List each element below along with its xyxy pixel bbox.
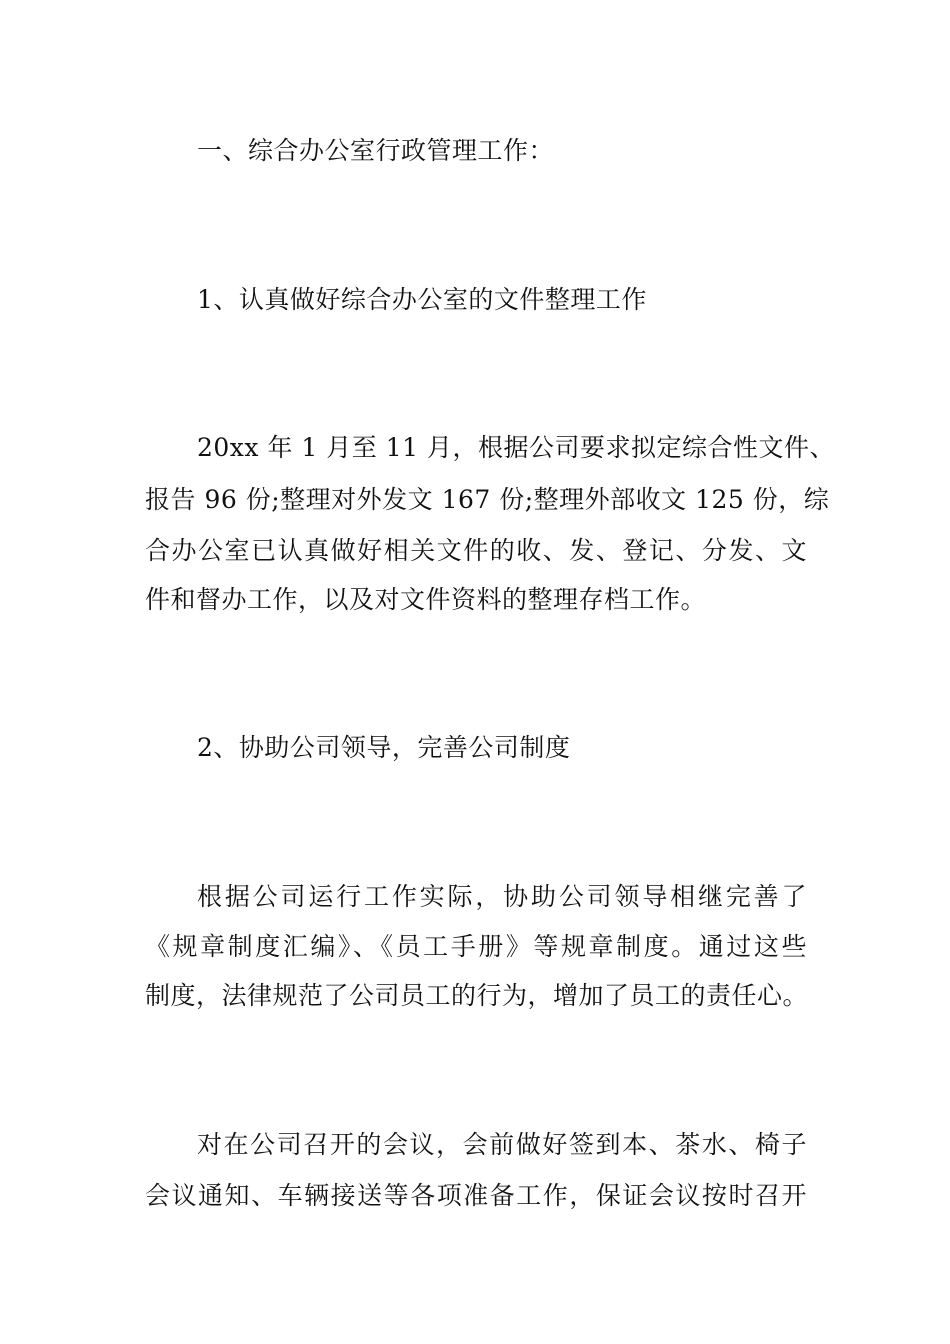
paragraph-line: 报告 96 份;整理对外发文 167 份;整理外部收文 125 份，综 [145,485,830,514]
subsection-heading: 2、协助公司领导，完善公司制度 [197,733,571,762]
paragraph-line: 制度，法律规范了公司员工的行为，增加了员工的责任心。 [145,981,809,1010]
paragraph-line: 20xx 年 1 月至 11 月，根据公司要求拟定综合性文件、 [197,433,835,462]
subsection-heading: 1、认真做好综合办公室的文件整理工作 [197,285,647,314]
paragraph-line: 对在公司召开的会议，会前做好签到本、茶水、椅子 [197,1130,807,1159]
section-heading: 一、综合办公室行政管理工作： [197,136,555,165]
paragraph-line: 会议通知、车辆接送等各项准备工作，保证会议按时召开 [145,1181,807,1210]
paragraph-line: 《规章制度汇编》、《员工手册》等规章制度。通过这些 [145,932,807,961]
paragraph-line: 件和督办工作，以及对文件资料的整理存档工作。 [145,585,707,614]
paragraph-line: 根据公司运行工作实际，协助公司领导相继完善了 [197,882,807,911]
paragraph-line: 合办公室已认真做好相关文件的收、发、登记、分发、文 [145,536,807,565]
